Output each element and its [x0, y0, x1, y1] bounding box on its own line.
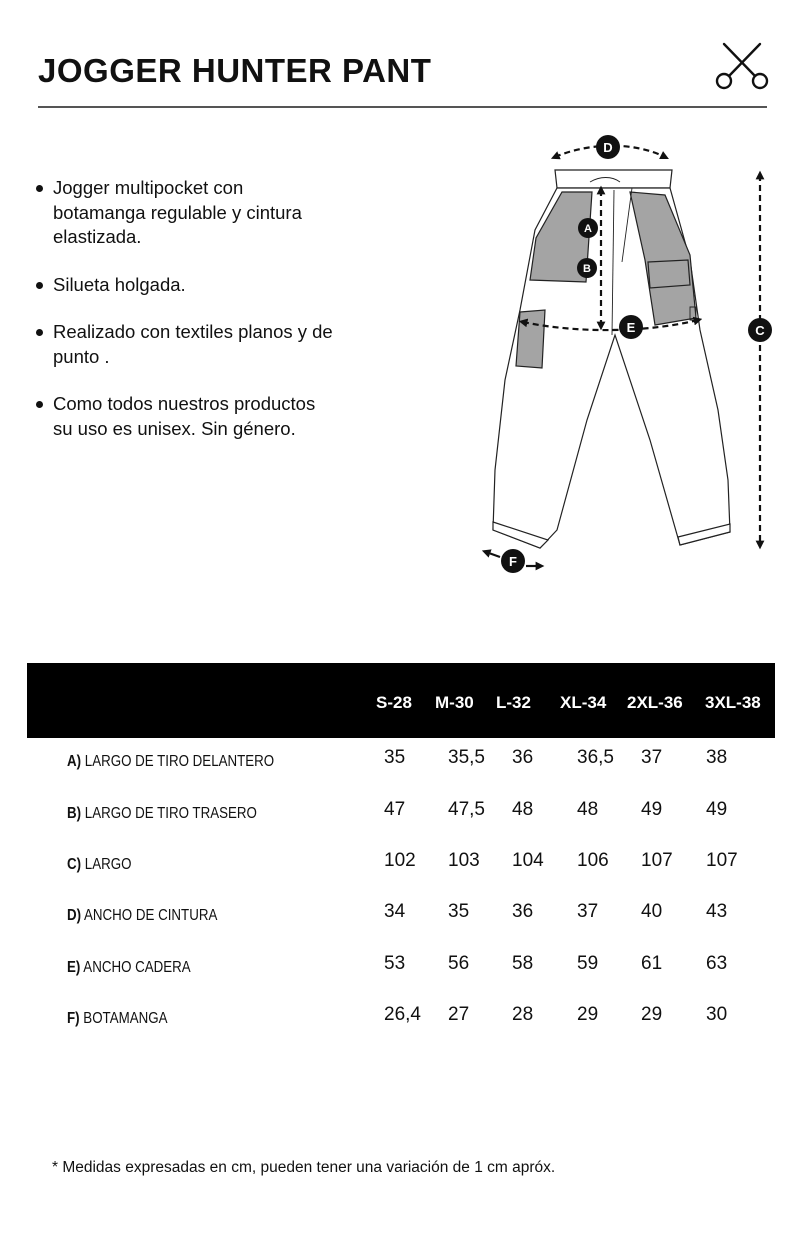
table-cell: 63	[706, 953, 728, 974]
table-cell: 48	[577, 799, 599, 820]
table-cell: 37	[641, 747, 663, 768]
table-row	[0, 1002, 800, 1032]
measure-label: E) ANCHO CADERA	[67, 959, 191, 976]
table-cell: 107	[641, 850, 673, 871]
table-cell: 48	[512, 799, 534, 820]
table-cell: 35,5	[448, 747, 485, 768]
marker-b-label: B	[583, 263, 591, 275]
feature-list	[34, 176, 334, 464]
pant-outline	[493, 188, 730, 548]
table-cell: 35	[384, 747, 406, 768]
bullet-icon	[36, 282, 43, 289]
table-cell: 49	[641, 799, 663, 820]
table-cell: 27	[448, 1004, 470, 1025]
title-divider	[38, 106, 767, 108]
table-cell: 35	[448, 901, 470, 922]
marker-c-label: C	[755, 323, 765, 338]
pant-diagram	[470, 128, 790, 588]
table-cell: 107	[706, 850, 738, 871]
measure-label: A) LARGO DE TIRO DELANTERO	[67, 753, 275, 770]
measure-label: B) LARGO DE TIRO TRASERO	[67, 805, 257, 822]
marker-f-label: F	[509, 554, 517, 569]
table-cell: 56	[448, 953, 470, 974]
table-cell: 53	[384, 953, 406, 974]
measure-label: C) LARGO	[67, 856, 132, 873]
feature-item: Silueta holgada.	[34, 273, 334, 298]
measure-label: F) BOTAMANGA	[67, 1010, 168, 1027]
table-cell: 47	[384, 799, 406, 820]
size-header: XL-34	[560, 693, 607, 712]
marker-e-label: E	[626, 320, 636, 335]
table-cell: 38	[706, 747, 728, 768]
table-cell: 30	[706, 1004, 728, 1025]
table-cell: 40	[641, 901, 663, 922]
table-row	[0, 899, 800, 929]
table-cell: 28	[512, 1004, 534, 1025]
table-cell: 106	[577, 850, 609, 871]
scissors-icon	[714, 40, 770, 92]
table-cell: 37	[577, 901, 599, 922]
table-row	[0, 951, 800, 981]
feature-item: Como todos nuestros productos su uso es unisex. Sin género.	[34, 392, 334, 441]
table-cell: 49	[706, 799, 728, 820]
marker-d-label: D	[603, 140, 613, 155]
table-row	[0, 745, 800, 775]
size-header: S-28	[376, 693, 412, 712]
table-cell: 47,5	[448, 799, 485, 820]
bullet-icon	[36, 401, 43, 408]
bullet-icon	[36, 185, 43, 192]
size-table-header	[27, 663, 775, 738]
table-cell: 36,5	[577, 747, 614, 768]
feature-item: Jogger multipocket con botamanga regulable y cintura elastizada.	[34, 176, 334, 250]
table-cell: 102	[384, 850, 416, 871]
table-cell: 61	[641, 953, 663, 974]
size-header: M-30	[435, 693, 474, 712]
table-cell: 103	[448, 850, 480, 871]
table-cell: 104	[512, 850, 544, 871]
page-title: JOGGER HUNTER PANT	[38, 52, 432, 89]
table-cell: 34	[384, 901, 406, 922]
size-header: L-32	[496, 693, 531, 712]
size-header: 3XL-38	[705, 693, 761, 712]
measure-label: D) ANCHO DE CINTURA	[67, 907, 218, 924]
marker-a-label: A	[584, 223, 592, 235]
table-cell: 36	[512, 747, 534, 768]
hem-arrow-left	[486, 552, 500, 557]
footnote: * Medidas expresadas en cm, pueden tener una variación de 1 cm apróx.	[52, 1159, 556, 1176]
table-row	[0, 797, 800, 827]
size-header: 2XL-36	[627, 693, 683, 712]
table-cell: 29	[641, 1004, 663, 1025]
table-cell: 58	[512, 953, 534, 974]
bullet-icon	[36, 329, 43, 336]
table-cell: 29	[577, 1004, 599, 1025]
right-flap-pocket	[648, 260, 690, 288]
table-cell: 36	[512, 901, 534, 922]
table-cell: 26,4	[384, 1004, 421, 1025]
table-cell: 59	[577, 953, 599, 974]
cargo-pocket	[516, 310, 545, 368]
table-row	[0, 848, 800, 878]
feature-item: Realizado con textiles planos y de punto .	[34, 320, 334, 369]
table-cell: 43	[706, 901, 728, 922]
